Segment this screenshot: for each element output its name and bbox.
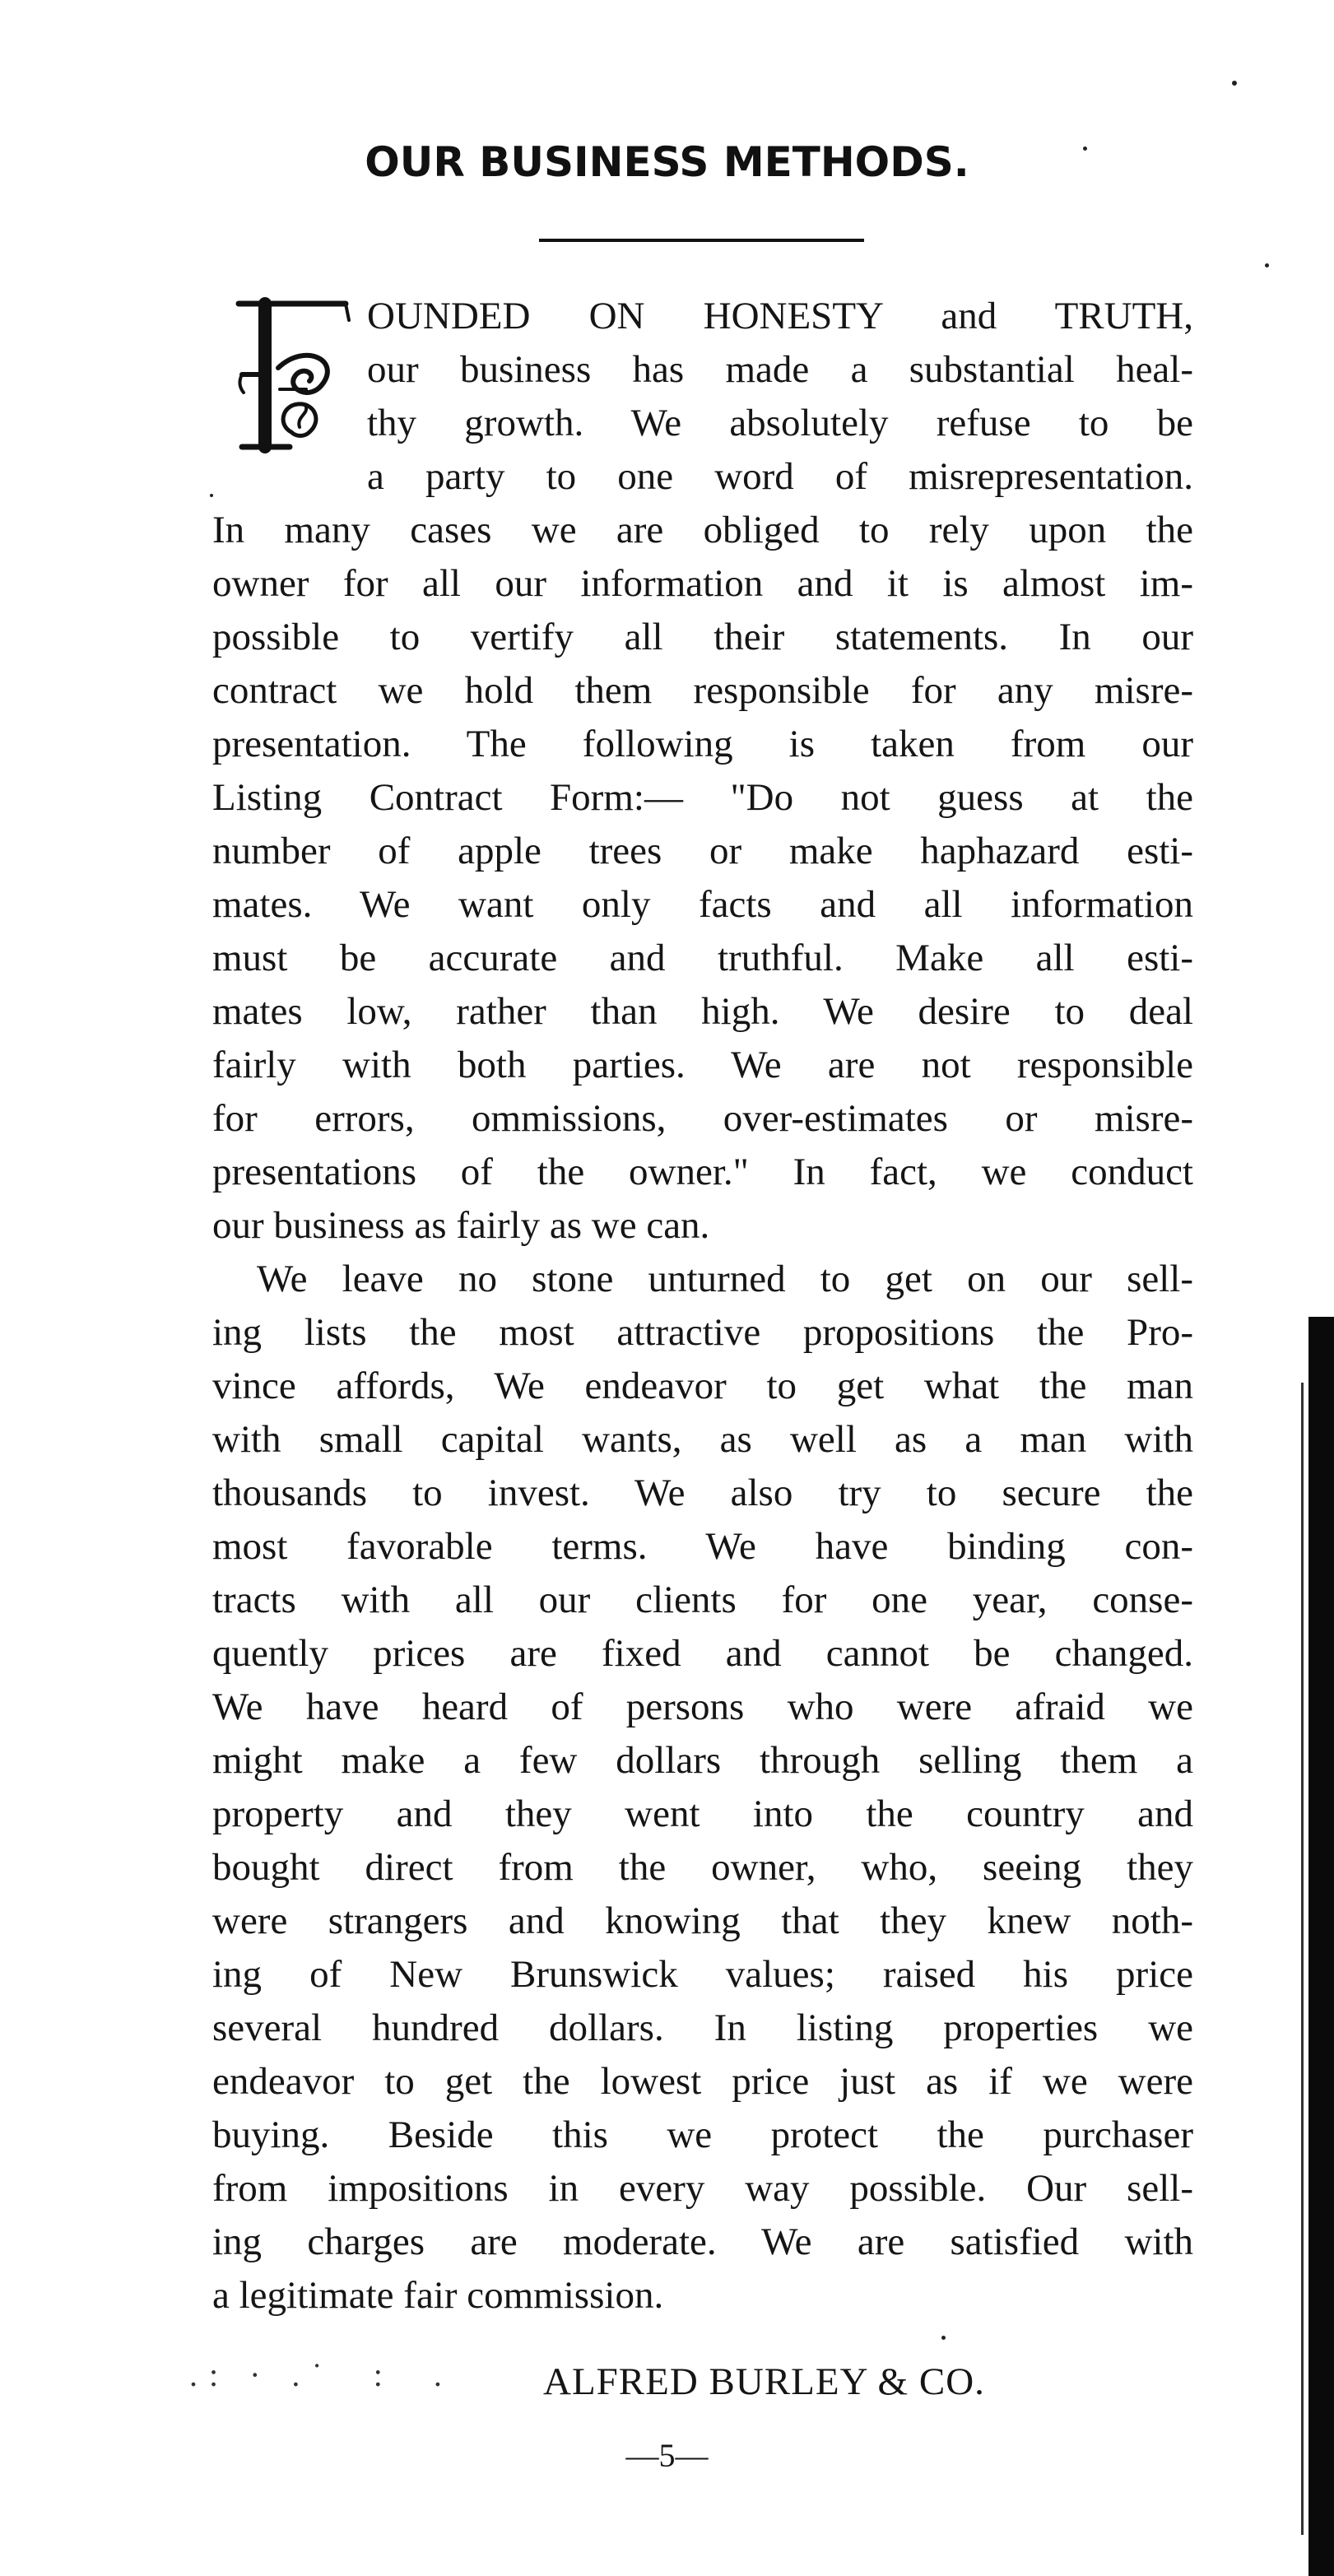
- text-line: property and they went into the country and: [212, 1793, 1193, 1835]
- text-line: In many cases we are obliged to rely upon the: [212, 509, 1193, 551]
- text-line: most favorable terms. We have binding con-: [212, 1525, 1193, 1568]
- print-specks: .: · .˙ : .: [189, 2356, 453, 2393]
- text-line: our business has made a substantial heal-: [367, 348, 1193, 391]
- text-line: presentations of the owner." In fact, we conduct: [212, 1151, 1193, 1193]
- text-line: mates. We want only facts and all information: [212, 883, 1193, 926]
- ink-speck: [210, 494, 213, 497]
- ink-speck: [1083, 146, 1087, 151]
- dropcap-ornament: [230, 292, 354, 457]
- text-line: for errors, ommissions, over-estimates or misre-: [212, 1097, 1193, 1140]
- text-line: several hundred dollars. In listing properties we: [212, 2006, 1193, 2049]
- text-line: a party to one word of misrepresentation.: [367, 455, 1193, 498]
- text-line: ing charges are moderate. We are satisfied with: [212, 2220, 1193, 2263]
- page-edge-shadow: [1308, 1317, 1334, 2576]
- text-line: bought direct from the owner, who, seeing they: [212, 1846, 1193, 1889]
- title-rule: [539, 239, 864, 242]
- page-edge-line: [1301, 1383, 1304, 2535]
- text-line: We leave no stone unturned to get on our sell-: [257, 1258, 1193, 1300]
- text-line: possible to vertify all their statements. In our: [212, 616, 1193, 658]
- text-line: endeavor to get the lowest price just as if we were: [212, 2060, 1193, 2103]
- text-line: were strangers and knowing that they knew noth-: [212, 1899, 1193, 1942]
- text-line: presentation. The following is taken from our: [212, 723, 1193, 765]
- signature: ALFRED BURLEY & CO.: [543, 2360, 985, 2403]
- paragraph-2: [212, 1253, 1193, 2323]
- text-line: ing lists the most attractive propositions the Pro-: [212, 1311, 1193, 1354]
- text-line: We have heard of persons who were afraid we: [212, 1686, 1193, 1728]
- page-title: OUR BUSINESS METHODS.: [365, 138, 969, 186]
- ink-speck: [941, 2336, 946, 2340]
- text-line: owner for all our information and it is almost im-: [212, 562, 1193, 605]
- text-line: a legitimate fair commission.: [212, 2274, 664, 2317]
- text-line: OUNDED ON HONESTY and TRUTH,: [367, 295, 1193, 337]
- text-line: contract we hold them responsible for any misre-: [212, 669, 1193, 712]
- opening-text: [367, 290, 1193, 504]
- text-line: might make a few dollars through selling them a: [212, 1739, 1193, 1782]
- text-line: with small capital wants, as well as a man with: [212, 1418, 1193, 1461]
- ink-speck: [1232, 81, 1237, 86]
- text-line: must be accurate and truthful. Make all esti-: [212, 937, 1193, 979]
- text-line: from impositions in every way possible. Our sell-: [212, 2167, 1193, 2210]
- page-number: —5—: [625, 2437, 709, 2474]
- text-line: quently prices are fixed and cannot be changed.: [212, 1632, 1193, 1675]
- text-line: mates low, rather than high. We desire to deal: [212, 990, 1193, 1033]
- text-line: buying. Beside this we protect the purchaser: [212, 2113, 1193, 2156]
- text-line: vince affords, We endeavor to get what the man: [212, 1365, 1193, 1407]
- text-line: ing of New Brunswick values; raised his price: [212, 1953, 1193, 1996]
- text-line: tracts with all our clients for one year, conse-: [212, 1579, 1193, 1621]
- text-line: thousands to invest. We also try to secure the: [212, 1472, 1193, 1514]
- ink-speck: [1265, 263, 1269, 267]
- text-line: Listing Contract Form:— "Do not guess at the: [212, 776, 1193, 819]
- text-line: our business as fairly as we can.: [212, 1204, 710, 1247]
- text-line: thy growth. We absolutely refuse to be: [367, 402, 1193, 444]
- paragraph-1: [212, 504, 1193, 1253]
- dropcap-letter-graphic: [230, 292, 354, 457]
- body-text: [212, 504, 1193, 2323]
- text-line: fairly with both parties. We are not responsible: [212, 1044, 1193, 1086]
- text-line: number of apple trees or make haphazard esti-: [212, 830, 1193, 872]
